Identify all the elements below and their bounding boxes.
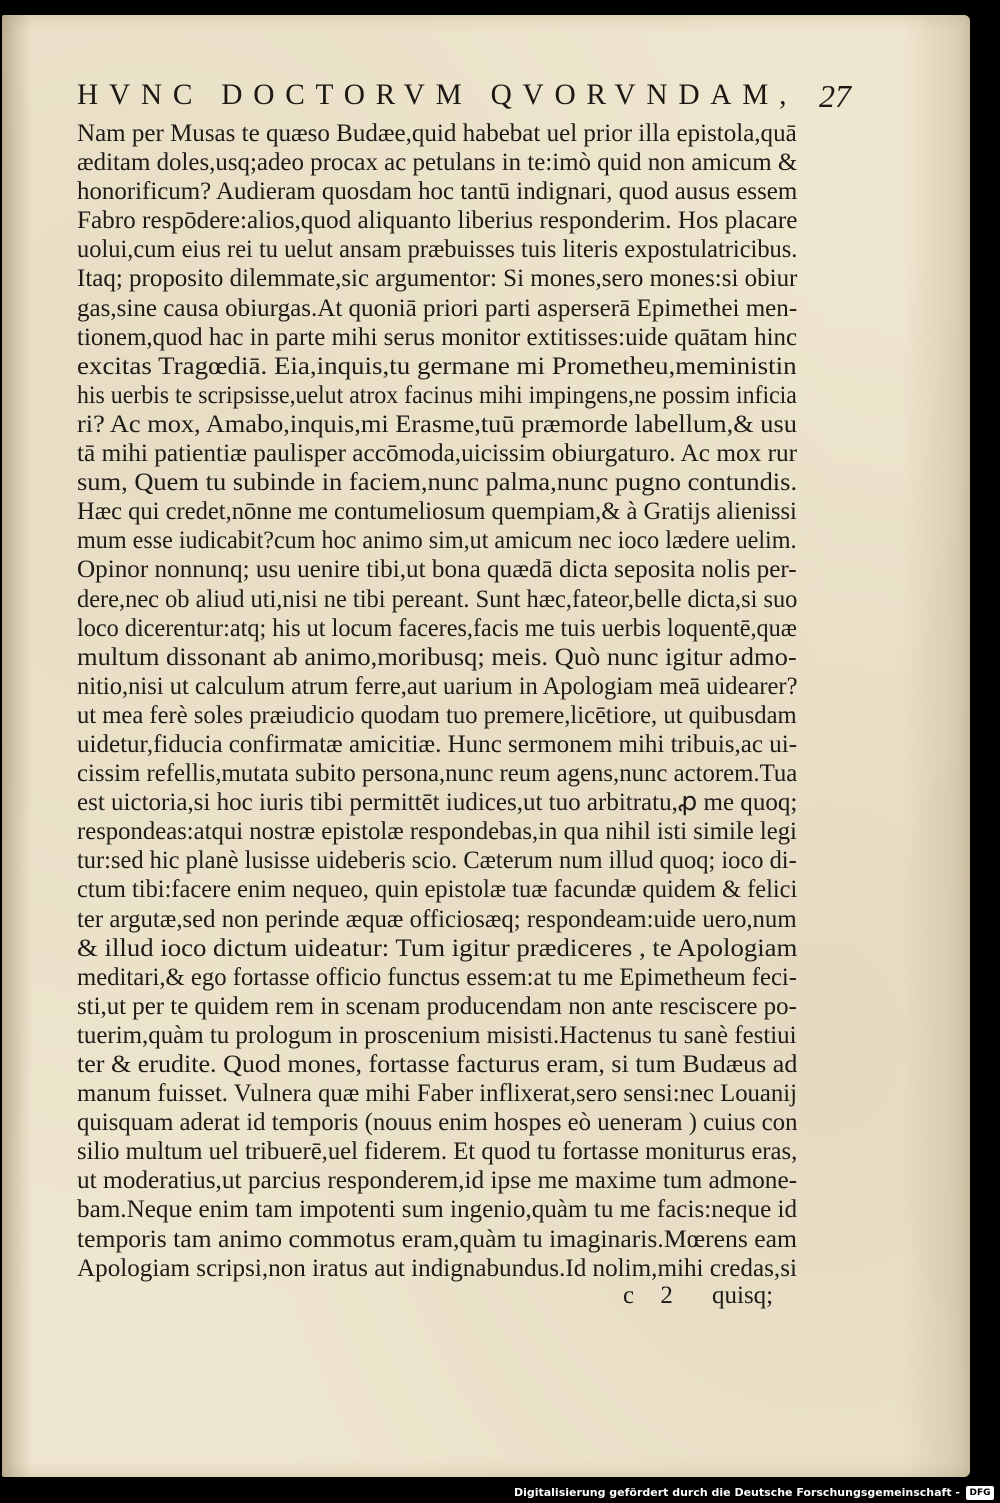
text-line: mum esse iudicabit?cum hoc animo sim,ut amicum nec ioco lædere uelim. (77, 525, 797, 555)
text-line: gas,sine causa obiurgas.At quoniā priori parti asperserā Epimethei men- (77, 292, 798, 322)
text-line: Itaq; proposito dilemmate,sic argumentor: Si mones,sero mones:si obiur (77, 263, 798, 293)
text-line: tuerim,quàm tu prologum in proscenium misisti.Hactenus tu sanè festiui (77, 1019, 797, 1049)
text-line: tā mihi patientiæ paulisper accōmoda,uicissim obiurgaturo. Ac mox rur (77, 438, 798, 468)
text-line: Fabro respōdere:alios,quod aliquanto liberius responderim. Hos placare (77, 205, 798, 235)
text-line: meditari,& ego fortasse officio functus essem:at tu me Epimetheum feci- (77, 961, 798, 991)
text-line: tionem,quod hac in parte mihi serus monitor extitisses:uide quātam hinc (77, 321, 798, 351)
text-line: ri? Ac mox, Amabo,inquis,mi Erasme,tuū præmorde labellum,& usu (77, 408, 797, 438)
text-line: excitas Tragœdiā. Eia,inquis,tu germane mi Prometheu,meministin (77, 350, 797, 380)
text-line: silio multum uel tribuerē,uel fiderem. Et quod tu fortasse moniturus eras, (77, 1136, 798, 1166)
text-line: ctum tibi:facere enim nequeo, quin epistolæ tuæ facundæ quidem & felici (77, 874, 798, 904)
text-line: manum fuisset. Vulnera quæ mihi Faber inflixerat,sero sensi:nec Louanij (77, 1078, 797, 1108)
text-line: sum, Quem tu subinde in faciem,nunc palma,nunc pugno contundis. (77, 467, 798, 497)
running-head (77, 78, 937, 118)
signature-row (77, 1282, 797, 1316)
footer-credit: Digitalisierung gefördert durch die Deutsche Forschungsgemeinschaft - (513, 1486, 960, 1499)
text-line: bam.Neque enim tam impotenti sum ingenio,quàm tu me facis:neque id (77, 1194, 798, 1224)
text-line: loco dicerentur:atq; his ut locum faceres,facis me tuis uerbis loquentē,quæ (77, 612, 797, 642)
text-line: quisquam aderat id temporis (nouus enim hospes eò ueneram ) cuius con (77, 1107, 798, 1137)
body-text (77, 118, 797, 1282)
text-line: ter argutæ,sed non perinde æquæ officiosæq; respondeam:uide uero,num (77, 903, 797, 933)
text-line: dere,nec ob aliud uti,nisi ne tibi pereant. Sunt hæc,fateor,belle dicta,si suo (77, 583, 798, 613)
text-line: Hæc qui credet,nōnne me contumeliosum quempiam,& à Gratijs alienissi (77, 496, 797, 526)
text-line: nitio,nisi ut calculum atrum ferre,aut uarium in Apologiam meā uidearer? (77, 670, 798, 700)
running-title: HVNC DOCTORVM QVORVNDAM, (77, 78, 798, 111)
text-line: cissim refellis,mutata subito persona,nunc reum agens,nunc actorem.Tua (77, 758, 798, 788)
text-line: uolui,cum eius rei tu uelut ansam præbuisses tuis literis expostulatricibus. (77, 234, 798, 264)
text-line: tur:sed hic planè lusisse uideberis scio. Cæterum num illud quoq; ioco di- (77, 845, 797, 875)
digitization-footer (0, 1483, 1000, 1503)
text-line: temporis tam animo commotus eram,quàm tu imaginaris.Mœrens eam (77, 1223, 797, 1253)
text-line: uidetur,fiducia confirmatæ amicitiæ. Hunc sermonem mihi tribuis,ac ui- (77, 728, 798, 758)
text-line: & illud ioco dictum uideatur: Tum igitur prædiceres , te Apologiam (77, 932, 798, 962)
text-line: æditam doles,usq;adeo procax ac petulans in te:imò quid non amicum & (77, 147, 798, 177)
text-line: sti,ut per te quidem rem in scenam producendam non ante resciscere po- (77, 990, 797, 1020)
text-line: honorificum? Audieram quosdam hoc tantū indignari, quod ausus essem (77, 176, 798, 206)
text-line: respondeas:atqui nostræ epistolæ respondebas,in qua nihil isti simile legi (77, 816, 797, 846)
catchword: quisq; (712, 1282, 774, 1309)
signature-mark: c 2 (623, 1282, 683, 1309)
text-line: Nam per Musas te quæso Budæe,quid habebat uel prior illa epistola,quā (77, 118, 797, 147)
text-line: his uerbis te scripsisse,uelut atrox facinus mihi impingens,ne possim inficia (77, 379, 797, 409)
text-line: ter & erudite. Quod mones, fortasse facturus eram, si tum Budæus ad (77, 1049, 798, 1078)
text-line: ut moderatius,ut parcius responderem,id ipse me maxime tum admone- (77, 1165, 798, 1195)
text-line: ut mea ferè soles præiudicio quodam tuo premere,licētiore, ut quibusdam (77, 699, 797, 729)
text-line: multum dissonant ab animo,moribusq; meis. Quò nunc igitur admo- (77, 641, 797, 671)
text-line: est uictoria,si hoc iuris tibi permittēt iudices,ut tuo arbitratu,ꝓ me quoq; (77, 787, 798, 817)
text-line: Opinor nonnunq; usu uenire tibi,ut bona quædā dicta seposita nolis per- (77, 554, 797, 584)
dfg-logo-icon: DFG (966, 1486, 994, 1500)
folio-number: 27 (819, 78, 851, 114)
text-line: Apologiam scripsi,non iratus aut indignabundus.Id nolim,mihi credas,si (77, 1252, 797, 1282)
